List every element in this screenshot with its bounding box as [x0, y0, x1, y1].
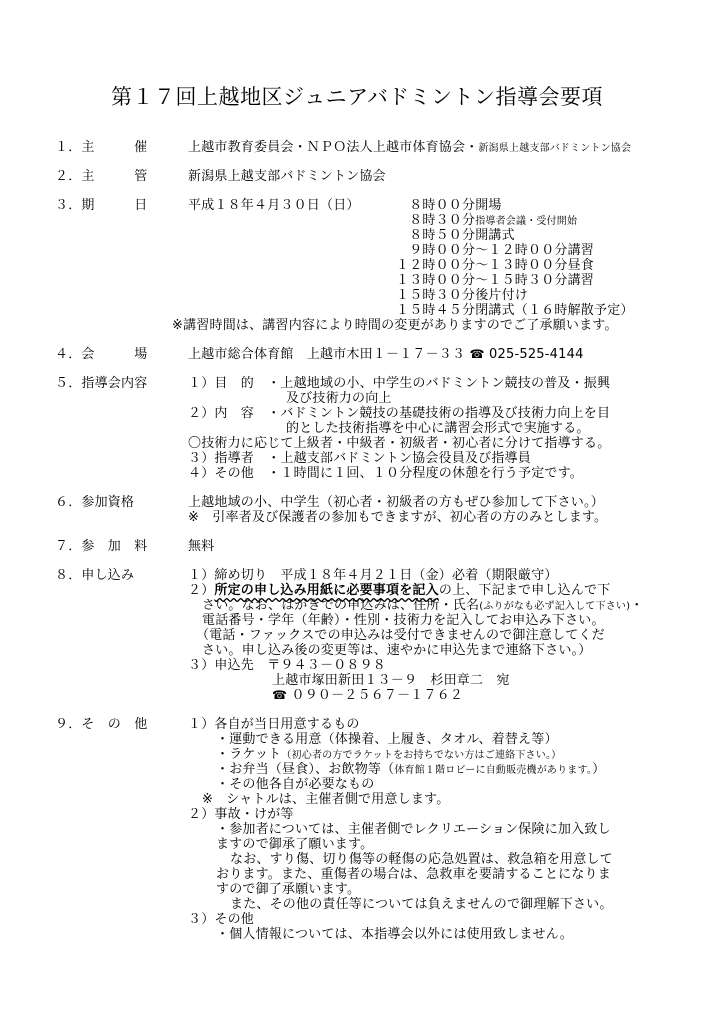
content-line: ３）指導者 ・上越支部バドミントン協会役員及び指導員 — [188, 451, 531, 466]
application-line: 電話番号・学年（年齢）・性別・技術力を記入してお申込み下さい。 — [202, 613, 605, 628]
other-line: なお、すり傷、切り傷等の軽傷の応急処置は、救急箱を用意して — [230, 852, 613, 867]
application-line: ２）所定の申し込み用紙に必要事項を記入の上、下記まで申し込んで下 — [188, 583, 611, 598]
section-label: ２．主 管 — [55, 169, 148, 184]
section-label: １．主 催 — [55, 140, 148, 155]
manager-text: 新潟県上越支部バドミントン協会 — [188, 169, 386, 184]
telephone-icon: ☎ — [469, 347, 485, 361]
eligibility-line: 上越地域の小、中学生（初心者・初級者の方もぜひ参加して下さい。） — [188, 495, 604, 510]
other-line: ・その他各自が必要なもの — [216, 777, 375, 792]
content-line: 〇技術力に応じて上級者・中級者・初級者・初心者に分けて指導する。 — [188, 436, 611, 451]
section-label: ７．参 加 料 — [55, 539, 148, 554]
application-phone: ☎ ０９０－２５６７－１７６２ — [272, 688, 464, 703]
schedule-item: ８時３０分指導者会議・受付開始 — [396, 213, 578, 228]
section-label: ６．参加資格 — [55, 495, 135, 510]
other-line: １）各自が当日用意するもの — [188, 717, 360, 732]
schedule-item: ９時００分～１２時００分講習 — [396, 243, 595, 258]
content-line: ４）その他 ・１時間に１回、１０分程度の休憩を行う予定です。 — [188, 466, 583, 481]
venue-phone: 025-525-4144 — [489, 347, 584, 362]
other-line: ・個人情報については、本指導会以外には使用致しません。 — [216, 927, 573, 942]
other-line: ますので御承了願います。 — [216, 837, 374, 852]
application-line: １）締め切り 平成１８年４月２１日（金）必着（期限厳守） — [188, 568, 558, 583]
schedule-item: １３時００分～１５時３０分講習 — [396, 273, 595, 288]
other-line: ・参加者については、主催者側でレクリエーション保険に加入致し — [216, 822, 611, 837]
content-line: ２）内 容 ・バドミントン競技の基礎技術の指導及び技術力向上を目 — [188, 406, 611, 421]
other-line: また、その他の責任等については負えませんので御理解下さい。 — [230, 897, 613, 912]
eligibility-line: ※ 引率者及び保護者の参加もできますが、初心者の方のみとします。 — [188, 510, 608, 525]
venue-text: 上越市総合体育館 上越市木田１－１７－３３ ☎ 025-525-4144 — [188, 347, 584, 362]
section-label: ９．そ の 他 — [55, 717, 148, 732]
section-label: ４．会 場 — [55, 347, 148, 362]
fee-text: 無料 — [188, 539, 215, 554]
other-line: ３）その他 — [188, 912, 255, 927]
section-label: ８．申し込み — [55, 568, 135, 583]
other-line: ※ シャトルは、主催者側で用意します。 — [202, 792, 450, 807]
schedule-item: １５時３０分後片付け — [396, 288, 529, 303]
schedule-item: ８時５０分開講式 — [396, 228, 515, 243]
page-title: 第１７回上越地区ジュニアバドミントン指導会要項 — [111, 85, 603, 109]
content-line: 及び技術力の向上 — [286, 391, 392, 406]
schedule-note: ※講習時間は、講習内容により時間の変更がありますのでご了承願います。 — [172, 318, 618, 333]
other-line: ・運動できる用意（体操着、上履き、タオル、着替え等） — [216, 732, 558, 747]
section-label: ５．指導会内容 — [55, 376, 148, 391]
other-line: ・お弁当（昼食）、お飲物等（体育館１階ロビーに自動販売機があります。） — [216, 762, 606, 777]
section-label: ３．期 日 — [55, 198, 148, 213]
other-line: ・ラケット（初心者の方でラケットをお持ちでない方はご連絡下さい。） — [216, 747, 562, 762]
other-line: おります。また、重傷者の場合は、急救車を要請することになりま — [216, 867, 611, 882]
schedule-item: １５時４５分閉講式（１６時解散予定） — [396, 303, 634, 318]
required-form-note: 所定の申し込み用紙に必要事項を記入 — [214, 583, 439, 598]
application-line: ３）申込先 〒９４３－０８９８ — [188, 658, 387, 673]
organizer-text: 上越市教育委員会・ＮＰＯ法人上越市体育協会・新潟県上越支部バドミントン協会 — [188, 140, 632, 155]
application-line: （電話・ファックスでの申込みは受付できませんので御注意してくだ — [196, 628, 605, 643]
other-line: すので御了承願います。 — [216, 882, 361, 897]
content-line: １）目 的 ・上越地域の小、中学生のバドミントン競技の普及・振興 — [188, 376, 611, 391]
other-line: ２）事故・けが等 — [188, 807, 294, 822]
schedule-item: １２時００分～１３時００分昼食 — [396, 258, 595, 273]
application-line: さい。申し込み後の変更等は、速やかに申込先まで連絡下さい。） — [202, 643, 592, 658]
application-address: 上越市塚田新田１３－９ 杉田章二 宛 — [272, 673, 510, 688]
application-line: さい。なお、はがきでの申込みは、住所・氏名(ふりがなも必ず記入して下さい)・ — [202, 598, 644, 613]
event-date: 平成１８年４月３０日（日） — [188, 198, 360, 213]
content-line: 的とした技術指導を中心に講習会形式で実施する。 — [286, 421, 590, 436]
telephone-icon: ☎ — [272, 688, 288, 702]
schedule-item: ８時００分開場 — [396, 198, 502, 213]
